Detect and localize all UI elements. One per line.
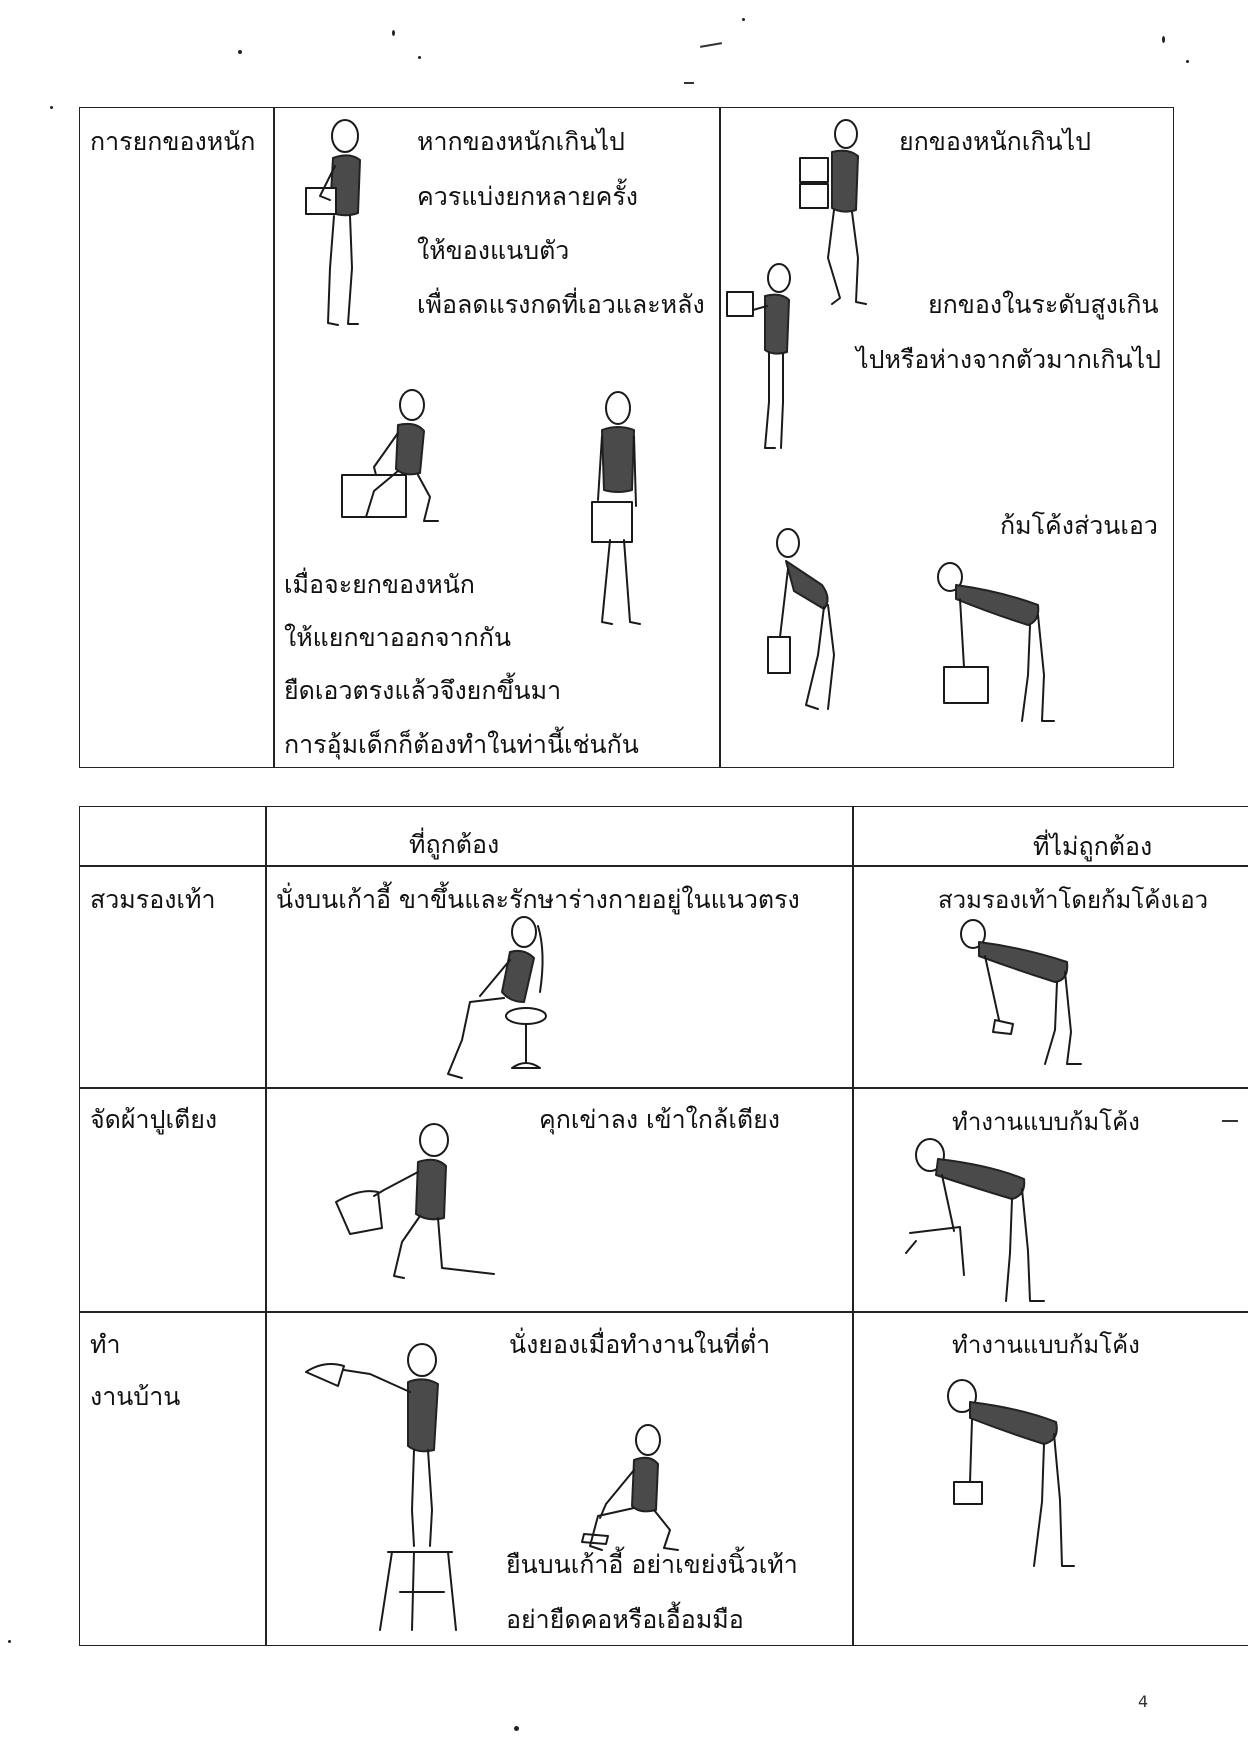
scan-mark [684,82,694,84]
row-correct-text: คุกเข่าลง เข้าใกล้เตียง [539,1105,780,1134]
scan-speck [238,50,242,54]
lifting-correct-tip-line: ให้แยกขาออกจากกัน [284,623,511,652]
lifting-correct-tip-line: การอุ้มเด็กก็ต้องทำในท่านี้เช่นกัน [284,730,639,759]
lifting-table-divider [273,107,275,768]
row-correct-text: ยืนบนเก้าอี้ อย่าเขย่งนิ้วเท้า [506,1550,798,1579]
figure-bed-kneel-illustration [330,1118,500,1283]
lifting-correct-tip-line: ให้ของแนบตัว [417,236,570,265]
postures-table-row-line [79,865,1248,867]
lifting-correct-tip-line: ยืดเอวตรงแล้วจึงยกขึ้นมา [284,676,562,705]
row-correct-text: อย่ายืดคอหรือเอื้อมมือ [506,1605,744,1634]
figure-hold-low-illustration [588,390,648,630]
row-wrong-text: สวมรองเท้าโดยก้มโค้งเอว [938,886,1209,914]
lifting-row-label: การยกของหนัก [90,127,256,156]
row-label: จัดผ้าปูเตียง [90,1105,218,1134]
scan-speck [742,18,745,21]
figure-shoes-bend-illustration [955,912,1085,1072]
scan-mark [700,42,722,48]
figure-stand-chair-illustration [300,1330,450,1635]
figure-carry-close-illustration [300,118,380,333]
lifting-correct-tip-line: ควรแบ่งยกหลายครั้ง [417,182,639,211]
row-correct-text: นั่งบนเก้าอี้ ขาขึ้นและรักษาร่างกายอยู่ในแนวตรง [276,885,800,914]
lifting-correct-tip-line: เมื่อจะยกของหนัก [284,570,475,599]
row-wrong-text: ทำงานแบบก้มโค้ง [952,1331,1140,1359]
figure-bed-bend-illustration [900,1125,1070,1305]
scan-speck [514,1726,519,1731]
figure-bend-waist-illustration [766,525,856,715]
figure-house-bend-illustration [940,1370,1080,1570]
figure-squat-clean-illustration [578,1420,678,1560]
figure-bend-waist-illustration [930,555,1060,725]
lifting-correct-tip-line: เพื่อลดแรงกดที่เอวและหลัง [417,290,705,319]
postures-table-row-line [79,1311,1248,1313]
lifting-table-divider [719,107,721,768]
figure-squat-lift-illustration [338,387,444,527]
page-number: 4 [1138,1692,1149,1711]
lifting-wrong-tip: ก้มโค้งส่วนเอว [1000,511,1158,540]
scan-speck [8,1640,11,1643]
lifting-wrong-tip: ยกของหนักเกินไป [899,127,1092,156]
row-label-line: ทำ [90,1330,121,1359]
postures-table-row-line [79,1087,1248,1089]
lifting-correct-tip-line: หากของหนักเกินไป [417,127,625,156]
postures-table-divider [852,806,854,1646]
row-wrong-text: ทำงานแบบก้มโค้ง [952,1108,1140,1136]
lifting-wrong-tip-line: ยกของในระดับสูงเกิน [928,290,1159,319]
row-correct-text: นั่งยองเมื่อทำงานในที่ต่ำ [509,1330,771,1359]
scan-speck [418,56,421,59]
row-label-line: งานบ้าน [90,1382,181,1411]
scan-speck [1186,60,1189,63]
header-wrong: ที่ไม่ถูกต้อง [1033,832,1153,861]
row-label: สวมรองเท้า [90,885,216,914]
header-correct: ที่ถูกต้อง [409,830,500,859]
scan-speck [392,30,395,36]
scan-speck [50,106,53,109]
scan-speck [1162,36,1165,43]
figure-too-heavy-illustration [798,118,868,308]
figure-shoes-seated-illustration [440,912,550,1082]
lifting-wrong-tip-line: ไปหรือห่างจากตัวมากเกินไป [856,345,1162,374]
postures-table-divider [265,806,267,1646]
figure-lift-far-illustration [725,262,795,452]
